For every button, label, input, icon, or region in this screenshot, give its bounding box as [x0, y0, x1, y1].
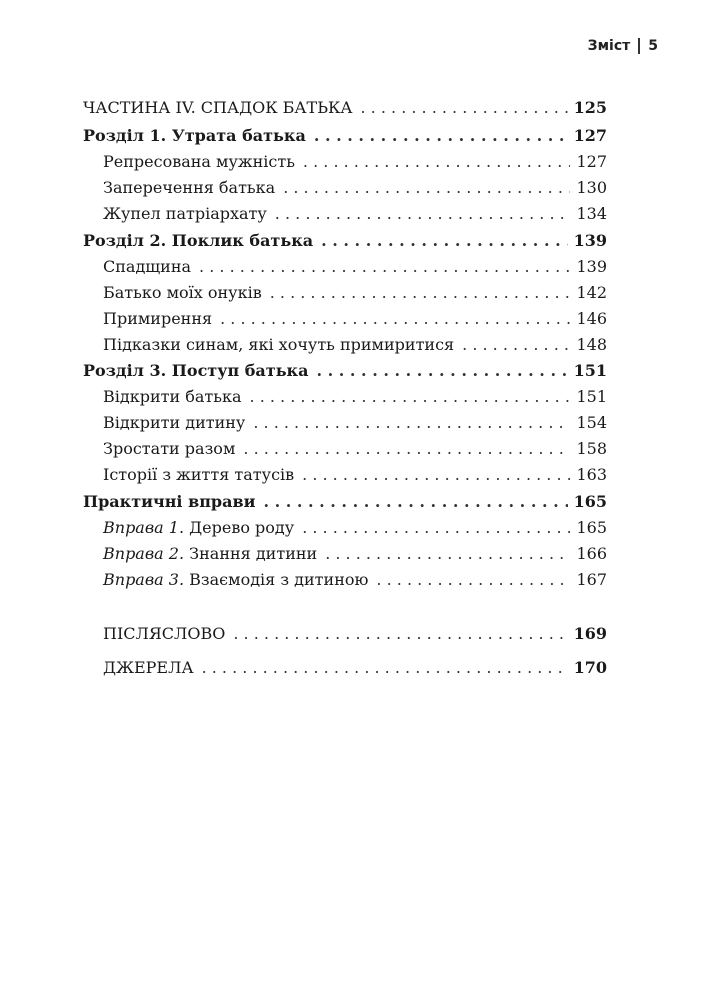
toc-entry-page: 134: [576, 204, 607, 223]
toc-leader-dots: [263, 492, 567, 512]
toc-entry-label: Розділ 3. Поступ батька: [83, 361, 309, 380]
toc-entry-label: ПІСЛЯСЛОВО: [103, 624, 226, 643]
exercise-prefix: Вправа 1.: [103, 518, 185, 537]
toc-entry-section: [103, 152, 607, 172]
toc-leader-dots: [325, 544, 570, 564]
running-head-page-number: 5: [648, 38, 658, 54]
running-head: [588, 38, 658, 54]
toc-entry-chapter-3: [83, 361, 607, 381]
toc-entry-page: 142: [576, 283, 607, 302]
toc-leader-dots: [302, 518, 570, 538]
toc-entry-page: 154: [576, 413, 607, 432]
exercise-prefix: Вправа 3.: [103, 570, 185, 589]
toc-leader-dots: [253, 413, 570, 433]
toc-entry-page: 146: [576, 309, 607, 328]
toc-entry-label: ДЖЕРЕЛА: [103, 658, 194, 677]
toc-leader-dots: [202, 658, 568, 678]
toc-entry-label: Заперечення батька: [103, 178, 276, 197]
toc-leader-dots: [233, 624, 567, 644]
toc-entry-page: 139: [573, 231, 607, 250]
running-head-separator: [638, 38, 640, 54]
toc-entry-page: 151: [573, 361, 607, 380]
toc-leader-dots: [462, 335, 570, 355]
toc-entry-page: 127: [573, 126, 607, 145]
toc-entry-chapter-2: [83, 231, 607, 251]
toc-entry-label: Репресована мужність: [103, 152, 295, 171]
toc-entry-page: 148: [576, 335, 607, 354]
toc-leader-dots: [314, 126, 568, 146]
toc-entry-page: 165: [573, 492, 607, 511]
toc-leader-dots: [361, 98, 568, 118]
toc-leader-dots: [243, 439, 570, 459]
toc-entry-label: Відкрити батька: [103, 387, 242, 406]
toc-leader-dots: [376, 570, 570, 590]
toc-entry-section: [103, 439, 607, 459]
toc-entry-exercise: [103, 544, 607, 564]
toc-entry-label: Історії з життя татусів: [103, 465, 295, 484]
toc-entry-label: Примирення: [103, 309, 213, 328]
toc-entry-page: 166: [576, 544, 607, 563]
toc-entry-exercise: [103, 518, 607, 538]
toc-entry-label: [103, 570, 368, 590]
toc-entry-page: 163: [576, 465, 607, 484]
toc-entry-section: [103, 465, 607, 485]
exercise-prefix: Вправа 2.: [103, 544, 185, 563]
toc-leader-dots: [220, 309, 570, 329]
toc-entry-page: 169: [573, 624, 607, 643]
toc-entry-label: [103, 544, 317, 564]
toc-entry-label: Спадщина: [103, 257, 192, 276]
toc-entry-label: [103, 518, 294, 538]
toc-entry-page: 165: [576, 518, 607, 537]
toc-entry-section: [103, 387, 607, 407]
toc-leader-dots: [321, 231, 567, 251]
exercise-title: Дерево роду: [189, 518, 295, 537]
toc-entry-part-4: [83, 98, 607, 118]
toc-entry-page: 127: [576, 152, 607, 171]
toc-leader-dots: [270, 283, 571, 303]
toc-entry-label: Жупел патріархату: [103, 204, 267, 223]
toc-entry-section: [103, 178, 607, 198]
toc-entry-label: Розділ 2. Поклик батька: [83, 231, 314, 250]
toc-entry-section: [103, 204, 607, 224]
toc-entry-label: Зростати разом: [103, 439, 236, 458]
toc-leader-dots: [316, 361, 567, 381]
toc-entry-page: 158: [576, 439, 607, 458]
toc-entry-section: [103, 335, 607, 355]
toc-entry-chapter-1: [83, 126, 607, 146]
toc-leader-dots: [302, 465, 570, 485]
toc-entry-page: 139: [576, 257, 607, 276]
toc-entry-page: 125: [573, 98, 607, 117]
toc-entry-page: 167: [576, 570, 607, 589]
exercise-title: Знання дитини: [189, 544, 318, 563]
toc-entry-label: Підказки синам, які хочуть примиритися: [103, 335, 455, 354]
toc-entry-section: [103, 413, 607, 433]
toc-entry-exercise: [103, 570, 607, 590]
toc-leader-dots: [199, 257, 570, 277]
toc-entry-section: [103, 257, 607, 277]
toc-leader-dots: [283, 178, 570, 198]
running-head-section: Зміст: [587, 38, 631, 54]
toc-entry-page: 151: [576, 387, 607, 406]
toc-entry-page: 170: [573, 658, 607, 677]
toc-entry-sources: [103, 658, 607, 678]
toc-entry-practice: [83, 492, 607, 512]
toc-leader-dots: [250, 387, 571, 407]
toc-entry-afterword: [103, 624, 607, 644]
toc-entry-section: [103, 283, 607, 303]
toc-entry-section: [103, 309, 607, 329]
toc-leader-dots: [275, 204, 571, 224]
toc-leader-dots: [303, 152, 571, 172]
toc-entry-label: Практичні вправи: [83, 492, 256, 511]
toc-entry-label: Батько моїх онуків: [103, 283, 262, 302]
toc-entry-page: 130: [576, 178, 607, 197]
toc-entry-label: Розділ 1. Утрата батька: [83, 126, 306, 145]
toc-entry-label: ЧАСТИНА IV. СПАДОК БАТЬКА: [83, 98, 353, 117]
exercise-title: Взаємодія з дитиною: [189, 570, 369, 589]
toc-entry-label: Відкрити дитину: [103, 413, 246, 432]
